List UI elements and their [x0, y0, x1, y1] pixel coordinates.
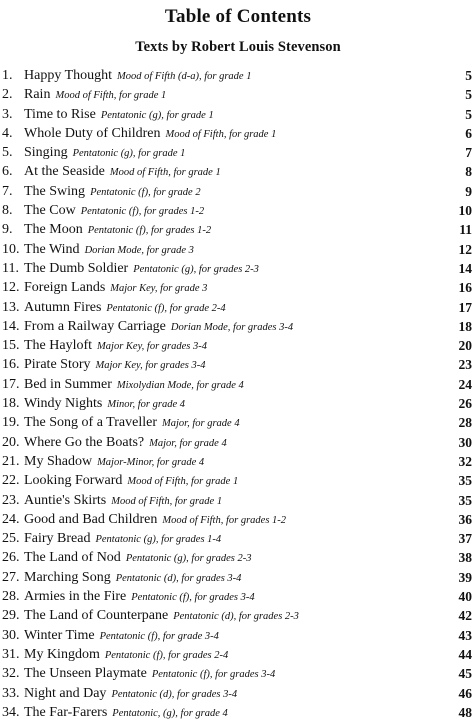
entry-number: 8. [2, 203, 13, 219]
toc-entry [0, 568, 476, 587]
entry-number: 25. [2, 531, 20, 547]
entry-title-wrap [24, 85, 166, 105]
entry-number: 15. [2, 338, 20, 354]
entry-page-number: 40 [458, 589, 472, 605]
entry-number: 12. [2, 280, 20, 296]
entry-song-title: The Swing [24, 183, 86, 199]
entry-title-wrap [24, 664, 275, 684]
entry-mode: Major Key, for grades 3-4 [95, 360, 206, 372]
toc-entry [0, 491, 476, 510]
entry-mode: Pentatonic (f), for grades 3-4 [131, 592, 255, 604]
entry-song-title: Bed in Summer [24, 376, 112, 392]
entry-title-wrap [24, 201, 204, 221]
entry-number: 7. [2, 183, 13, 199]
entry-page-number: 35 [458, 492, 472, 508]
entry-title-wrap [24, 105, 214, 125]
entry-page-number: 7 [465, 145, 472, 161]
entry-number: 20. [2, 434, 20, 450]
entry-number: 22. [2, 473, 20, 489]
toc-entry [0, 317, 476, 336]
toc-entry [0, 684, 476, 703]
entry-page-number: 30 [458, 434, 472, 450]
entry-mode: Mood of Fifth, for grade 1 [127, 476, 239, 488]
entry-number: 16. [2, 357, 20, 373]
toc-entry [0, 452, 476, 471]
entry-song-title: My Shadow [24, 453, 93, 469]
toc-entry [0, 433, 476, 452]
toc-entry [0, 606, 476, 625]
entry-number: 27. [2, 569, 20, 585]
entry-title-wrap [24, 336, 207, 356]
entry-mode: Pentatonic (g), for grade 1 [100, 109, 214, 121]
entry-number: 10. [2, 241, 20, 257]
toc-entry [0, 85, 476, 104]
entry-title-wrap [24, 355, 205, 375]
entry-mode: Mood of Fifth, for grades 1-2 [162, 514, 287, 526]
entry-mode: Mood of Fifth, for grade 1 [165, 128, 277, 140]
entry-mode: Pentatonic (f), for grade 2-4 [106, 302, 226, 314]
entry-mode: Pentatonic (g), for grade 1 [72, 148, 186, 160]
entry-title-wrap [24, 471, 238, 491]
entry-title-wrap [24, 529, 221, 549]
entry-song-title: The Land of Counterpane [24, 608, 169, 624]
entry-mode: Pentatonic (f), for grade 3-4 [99, 630, 219, 642]
entry-song-title: Time to Rise [24, 106, 96, 122]
entry-title-wrap [24, 124, 276, 144]
entry-title-wrap [24, 433, 227, 453]
toc-entry [0, 413, 476, 432]
entry-mode: Pentatonic (g), for grades 2-3 [133, 263, 259, 275]
entry-mode: Major Key, for grade 3 [110, 283, 208, 295]
entry-number: 26. [2, 550, 20, 566]
entry-number: 17. [2, 376, 20, 392]
entry-page-number: 46 [458, 685, 472, 701]
entry-mode: Dorian Mode, for grades 3-4 [170, 321, 294, 333]
entry-song-title: Foreign Lands [24, 280, 106, 296]
entry-page-number: 43 [458, 627, 472, 643]
entry-page-number: 24 [458, 376, 472, 392]
entry-title-wrap [24, 317, 293, 337]
entry-number: 4. [2, 125, 13, 141]
entry-title-wrap [24, 548, 252, 568]
page-subtitle: Texts by Robert Louis Stevenson [135, 39, 341, 55]
toc-entry [0, 587, 476, 606]
entry-page-number: 17 [458, 299, 472, 315]
toc-entry [0, 336, 476, 355]
entry-song-title: Fairy Bread [24, 531, 91, 547]
entry-song-title: The Far-Farers [24, 704, 108, 720]
entry-mode: Mood of Fifth, for grade 1 [111, 495, 223, 507]
entry-mode: Major Key, for grades 3-4 [97, 341, 207, 353]
entry-number: 13. [2, 299, 20, 315]
entry-song-title: Night and Day [24, 685, 107, 701]
entry-number: 6. [2, 164, 13, 180]
entry-mode: Dorian Mode, for grade 3 [84, 244, 194, 256]
toc-entry [0, 298, 476, 317]
toc-entry [0, 143, 476, 162]
entry-number: 3. [2, 106, 13, 122]
entry-number: 1. [2, 68, 13, 83]
toc-entry [0, 124, 476, 143]
entry-page-number: 44 [458, 646, 472, 662]
toc-entry [0, 162, 476, 181]
toc-entry [0, 220, 476, 239]
entry-number: 19. [2, 415, 20, 431]
entry-title-wrap [24, 66, 251, 86]
toc-entry [0, 510, 476, 529]
entry-song-title: My Kingdom [24, 646, 100, 662]
entry-number: 28. [2, 589, 20, 605]
entry-mode: Mood of Fifth (d-a), for grade 1 [117, 71, 252, 82]
entry-number: 18. [2, 396, 20, 412]
entry-mode: Pentatonic, (g), for grade 4 [112, 707, 228, 719]
entry-mode: Pentatonic (g), for grades 2-3 [125, 553, 252, 565]
entry-number: 23. [2, 492, 20, 508]
entry-song-title: Autumn Fires [24, 299, 102, 315]
entry-number: 5. [2, 145, 13, 161]
toc-entry [0, 259, 476, 278]
entry-page-number: 12 [458, 241, 472, 257]
entry-mode: Mood of Fifth, for grade 1 [109, 167, 221, 179]
toc-entry [0, 394, 476, 413]
entry-page-number: 37 [458, 531, 472, 547]
entry-title-wrap [24, 568, 241, 588]
entry-title-wrap [24, 491, 222, 511]
entry-song-title: Singing [24, 145, 68, 161]
entry-song-title: Happy Thought [24, 68, 113, 83]
entry-title-wrap [24, 452, 204, 472]
entry-song-title: The Wind [24, 241, 80, 257]
entry-title-wrap [24, 626, 219, 646]
entry-title-wrap [24, 703, 228, 723]
entry-number: 21. [2, 453, 20, 469]
toc-entry [0, 664, 476, 683]
entry-page-number: 35 [458, 473, 472, 489]
entry-mode: Pentatonic (f), for grades 1-2 [87, 225, 212, 237]
toc-list [0, 66, 476, 722]
entry-song-title: Looking Forward [24, 473, 123, 489]
entry-mode: Pentatonic (f), for grades 1-2 [80, 206, 205, 218]
entry-mode: Mood of Fifth, for grade 1 [55, 90, 167, 102]
entry-mode: Pentatonic (d), for grades 3-4 [111, 688, 238, 700]
entry-page-number: 38 [458, 550, 472, 566]
entry-mode: Minor, for grade 4 [107, 399, 185, 411]
entry-number: 30. [2, 627, 20, 643]
entry-song-title: Marching Song [24, 569, 111, 585]
entry-title-wrap [24, 259, 259, 279]
entry-page-number: 8 [465, 164, 472, 180]
entry-number: 24. [2, 511, 20, 527]
entry-mode: Pentatonic (f), for grade 2 [90, 186, 201, 198]
entry-mode: Major, for grade 4 [161, 418, 240, 430]
entry-song-title: The Hayloft [24, 338, 93, 354]
toc-entry [0, 703, 476, 722]
entry-page-number: 11 [459, 222, 472, 238]
entry-mode: Major-Minor, for grade 4 [97, 456, 205, 468]
entry-title-wrap [24, 587, 255, 607]
toc-entry [0, 278, 476, 297]
entry-number: 32. [2, 666, 20, 682]
entry-page-number: 10 [458, 203, 472, 219]
entry-song-title: Where Go the Boats? [24, 434, 145, 450]
entry-page-number: 18 [458, 318, 472, 334]
toc-entry [0, 645, 476, 664]
entry-title-wrap [24, 413, 240, 433]
entry-page-number: 9 [465, 183, 472, 199]
entry-number: 34. [2, 704, 20, 720]
toc-entry [0, 626, 476, 645]
entry-song-title: The Song of a Traveller [24, 415, 157, 431]
entry-number: 31. [2, 646, 20, 662]
entry-title-wrap [24, 143, 185, 163]
entry-title-wrap [24, 240, 194, 260]
entry-title-wrap [24, 684, 237, 704]
entry-page-number: 6 [465, 125, 472, 141]
entry-song-title: At the Seaside [24, 164, 105, 180]
entry-mode: Pentatonic (d), for grades 3-4 [115, 572, 242, 584]
toc-entry [0, 201, 476, 220]
entry-number: 11. [2, 260, 19, 276]
entry-number: 2. [2, 87, 13, 103]
entry-number: 14. [2, 318, 20, 334]
entry-title-wrap [24, 375, 244, 395]
entry-number: 29. [2, 608, 20, 624]
entry-number: 9. [2, 222, 13, 238]
entry-page-number: 28 [458, 415, 472, 431]
entry-title-wrap [24, 394, 185, 414]
entry-page-number: 20 [458, 338, 472, 354]
entry-mode: Pentatonic (f), for grades 3-4 [151, 669, 276, 681]
toc-entry [0, 548, 476, 567]
entry-mode: Mixolydian Mode, for grade 4 [116, 379, 244, 391]
entry-title-wrap [24, 182, 201, 202]
entry-page-number: 23 [458, 357, 472, 373]
entry-song-title: Whole Duty of Children [24, 125, 161, 141]
toc-entry [0, 471, 476, 490]
entry-number: 33. [2, 685, 20, 701]
entry-title-wrap [24, 220, 211, 240]
entry-title-wrap [24, 298, 226, 318]
entry-page-number: 48 [458, 704, 472, 720]
entry-mode: Major, for grade 4 [149, 437, 227, 449]
entry-mode: Pentatonic (d), for grades 2-3 [173, 611, 299, 623]
toc-entry [0, 66, 476, 85]
entry-page-number: 39 [458, 569, 472, 585]
entry-page-number: 45 [458, 666, 472, 682]
entry-song-title: Windy Nights [24, 396, 103, 412]
entry-page-number: 14 [458, 260, 472, 276]
entry-song-title: The Land of Nod [24, 550, 121, 566]
entry-title-wrap [24, 162, 221, 182]
entry-title-wrap [24, 606, 299, 626]
entry-mode: Pentatonic (f), for grades 2-4 [104, 649, 229, 661]
entry-mode: Pentatonic (g), for grades 1-4 [95, 534, 222, 546]
toc-entry [0, 529, 476, 548]
entry-title-wrap [24, 645, 228, 665]
page-title: Table of Contents [164, 6, 312, 27]
entry-page-number: 36 [458, 511, 472, 527]
entry-song-title: Auntie's Skirts [24, 492, 107, 508]
entry-song-title: The Dumb Soldier [24, 260, 129, 276]
entry-song-title: Pirate Story [24, 357, 91, 373]
entry-song-title: The Unseen Playmate [24, 666, 147, 682]
entry-page-number: 26 [458, 396, 472, 412]
toc-entry [0, 240, 476, 259]
entry-song-title: The Cow [24, 203, 76, 219]
entry-song-title: Rain [24, 87, 51, 103]
toc-entry [0, 182, 476, 201]
entry-page-number: 32 [458, 453, 472, 469]
entry-song-title: The Moon [24, 222, 83, 238]
entry-page-number: 42 [458, 608, 472, 624]
toc-entry [0, 105, 476, 124]
entry-song-title: From a Railway Carriage [24, 318, 166, 334]
entry-page-number: 5 [465, 87, 472, 103]
entry-song-title: Winter Time [24, 627, 95, 643]
entry-song-title: Good and Bad Children [24, 511, 158, 527]
entry-page-number: 16 [458, 280, 472, 296]
entry-page-number: 5 [465, 68, 472, 83]
entry-title-wrap [24, 510, 286, 530]
toc-entry [0, 355, 476, 374]
toc-entry [0, 375, 476, 394]
entry-page-number: 5 [465, 106, 472, 122]
entry-title-wrap [24, 278, 207, 298]
entry-song-title: Armies in the Fire [24, 589, 127, 605]
